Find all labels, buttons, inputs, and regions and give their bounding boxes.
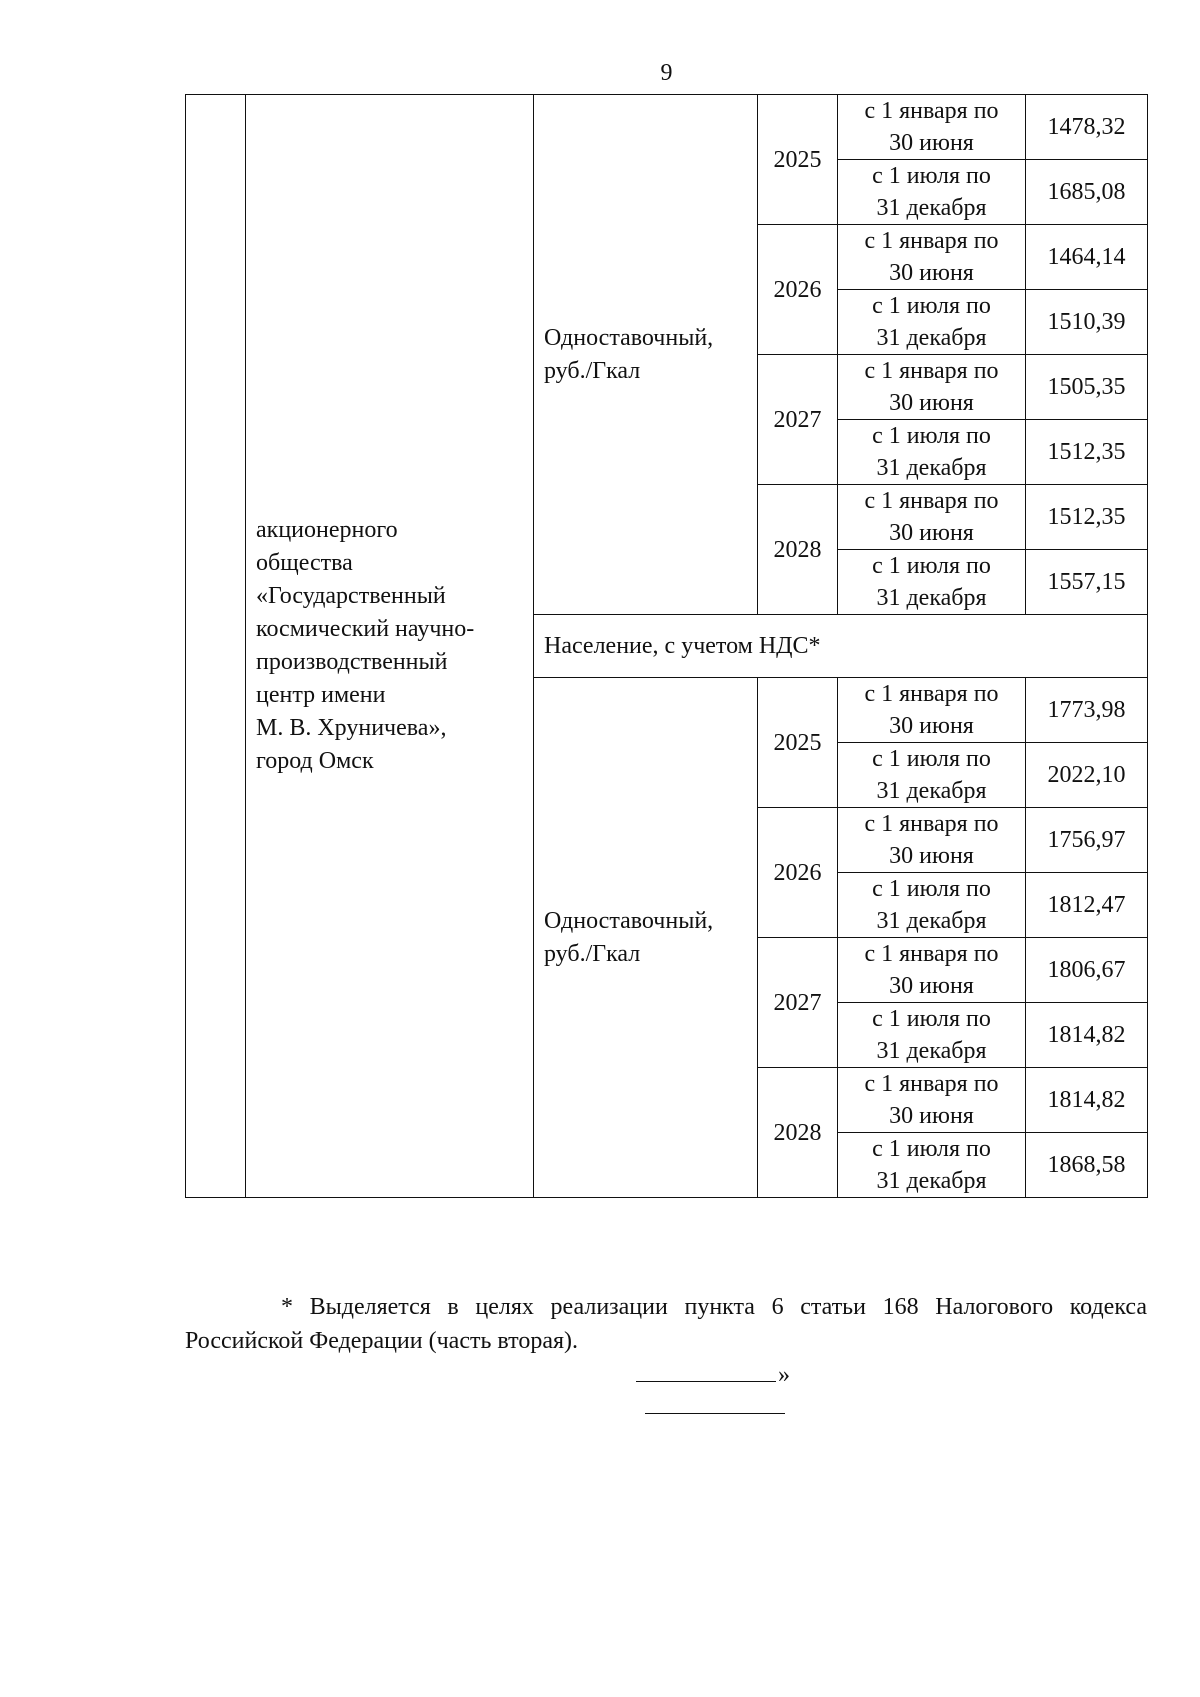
tariff-value: 1756,97 <box>1026 808 1148 873</box>
period-cell: с 1 июля по 31 декабря <box>838 420 1026 485</box>
tariff-value: 1512,35 <box>1026 485 1148 550</box>
tariff-value: 1464,14 <box>1026 225 1148 290</box>
tariff-table <box>185 94 1148 1198</box>
tariff-type: Одноставочный, руб./Гкал <box>534 95 758 615</box>
period-cell: с 1 июля по 31 декабря <box>838 873 1026 938</box>
tariff-type: Одноставочный, руб./Гкал <box>534 678 758 1198</box>
organization-name: акционерного общества «Государственный космический научно- производственный центр имени М. В. Хруничева», город Омск <box>246 95 534 1198</box>
period-cell: с 1 июля по 31 декабря <box>838 1133 1026 1198</box>
page-number: 9 <box>660 60 673 86</box>
tariff-value: 2022,10 <box>1026 743 1148 808</box>
tariff-value: 1814,82 <box>1026 1068 1148 1133</box>
tariff-value: 1505,35 <box>1026 355 1148 420</box>
year-cell: 2025 <box>758 95 838 225</box>
period-cell: с 1 января по 30 июня <box>838 808 1026 873</box>
period-cell: с 1 июля по 31 декабря <box>838 290 1026 355</box>
tariff-value: 1478,32 <box>1026 95 1148 160</box>
row-number-cell <box>186 95 246 1198</box>
section-header: Население, с учетом НДС* <box>534 615 1148 678</box>
year-cell: 2027 <box>758 938 838 1068</box>
footnote: * Выделяется в целях реализации пункта 6 статьи 168 Налогового кодекса Российской Федерации (часть вторая). <box>185 1294 1147 1354</box>
year-cell: 2028 <box>758 1068 838 1198</box>
year-cell: 2026 <box>758 225 838 355</box>
period-cell: с 1 января по 30 июня <box>838 485 1026 550</box>
end-underline <box>636 1381 776 1382</box>
closing-quote: » <box>778 1362 790 1388</box>
year-cell: 2025 <box>758 678 838 808</box>
tariff-value: 1806,67 <box>1026 938 1148 1003</box>
tariff-value: 1812,47 <box>1026 873 1148 938</box>
table-row <box>186 95 1148 160</box>
period-cell: с 1 января по 30 июня <box>838 225 1026 290</box>
period-cell: с 1 июля по 31 декабря <box>838 550 1026 615</box>
period-cell: с 1 июля по 31 декабря <box>838 743 1026 808</box>
tariff-value: 1510,39 <box>1026 290 1148 355</box>
tariff-value: 1557,15 <box>1026 550 1148 615</box>
separator-line <box>645 1413 785 1414</box>
period-cell: с 1 января по 30 июня <box>838 1068 1026 1133</box>
tariff-value: 1868,58 <box>1026 1133 1148 1198</box>
tariff-value: 1814,82 <box>1026 1003 1148 1068</box>
tariff-value: 1773,98 <box>1026 678 1148 743</box>
tariff-value: 1685,08 <box>1026 160 1148 225</box>
period-cell: с 1 июля по 31 декабря <box>838 1003 1026 1068</box>
year-cell: 2026 <box>758 808 838 938</box>
period-cell: с 1 января по 30 июня <box>838 938 1026 1003</box>
year-cell: 2027 <box>758 355 838 485</box>
tariff-value: 1512,35 <box>1026 420 1148 485</box>
period-cell: с 1 января по 30 июня <box>838 355 1026 420</box>
year-cell: 2028 <box>758 485 838 615</box>
period-cell: с 1 января по 30 июня <box>838 95 1026 160</box>
period-cell: с 1 января по 30 июня <box>838 678 1026 743</box>
end-mark <box>636 1358 790 1392</box>
period-cell: с 1 июля по 31 декабря <box>838 160 1026 225</box>
